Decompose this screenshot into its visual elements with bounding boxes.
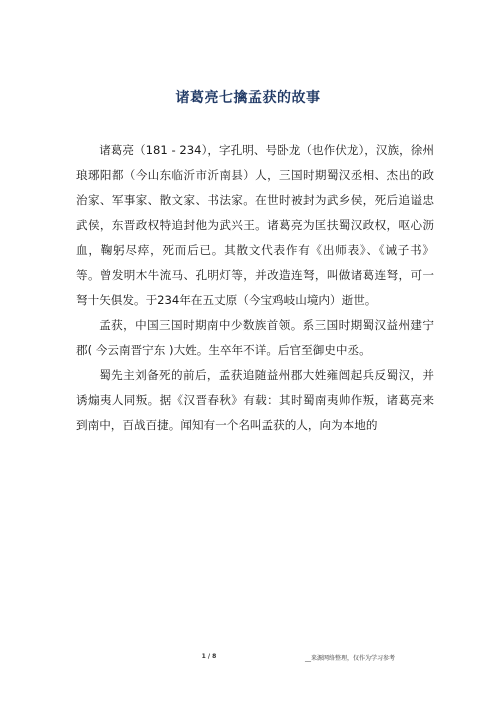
paragraph-meng-huo: 孟获，中国三国时期南中少数族首领。系三国时期蜀汉益州建宁郡( 今云南晋宁东 )大姓。生卒年不详。后官至御史中丞。 [76, 318, 434, 357]
paragraph-zhuge-liang: 诸葛亮（181 - 234），字孔明、号卧龙（也作伏龙），汉族，徐州琅琊阳都（今山东临沂市沂南县）人，三国时期蜀汉丞相、杰出的政治家、军事家、散文家、书法家。在世时被封为武乡侯，死后追谥忠武侯，东晋政权特追封他为武兴王。诸葛亮为匡扶蜀汉政权，呕心沥血，鞠躬尽瘁，死而后已。其散文代表作有《出师表》、《诫子书》等。曾发明木牛流马、孔明灯等，并改造连弩，叫做诸葛连弩，可一弩十矢俱发。于234年在五丈原（今宝鸡岐山境内）逝世。 [76, 143, 434, 307]
document-title: 诸葛亮七擒孟获的故事 [175, 90, 321, 106]
footer-note: __来源网络整理，仅作为学习参考 [305, 655, 396, 662]
document-body [76, 138, 434, 438]
paragraph-rebellion: 蜀先主刘备死的前后，孟获追随益州郡大姓雍闿起兵反蜀汉，并诱煽夷人同叛。据《汉晋春秋》有载：其时蜀南夷帅作叛，诸葛亮来到南中，百战百捷。闻知有一个名叫孟获的人，向为本地的 [76, 368, 434, 432]
page-number: 1 / 8 [201, 653, 217, 660]
page-footer [0, 653, 496, 667]
